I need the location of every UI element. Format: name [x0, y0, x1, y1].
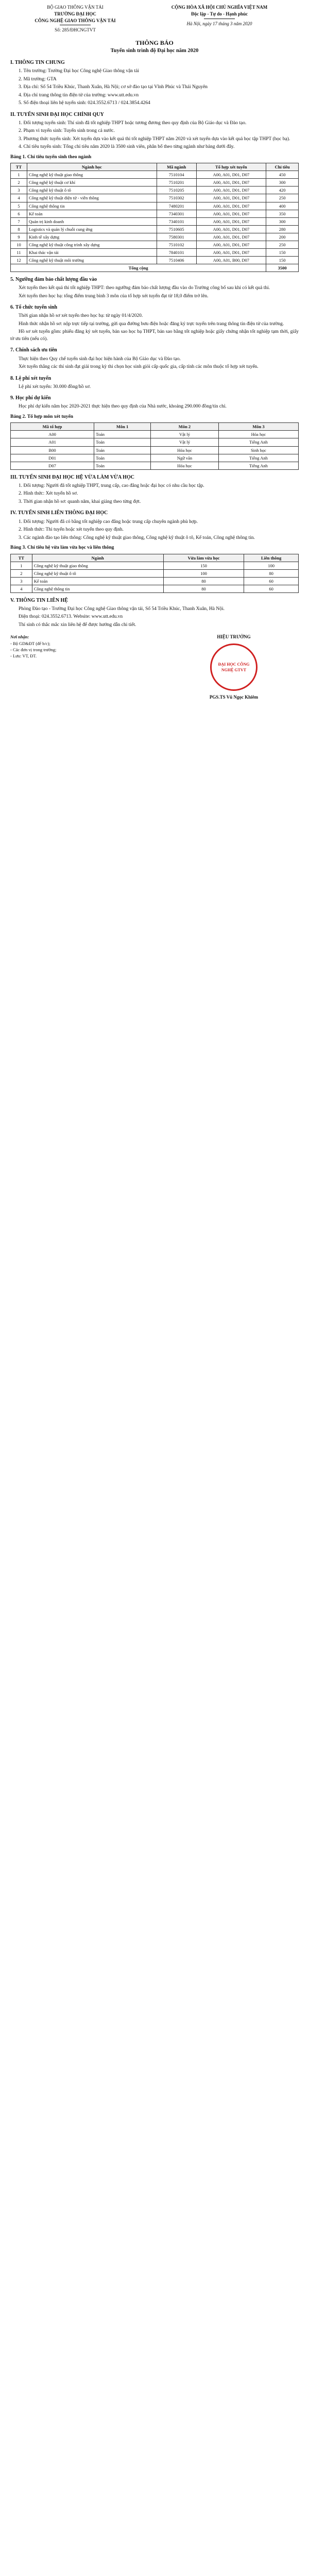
table-cell: Hóa học [151, 462, 219, 469]
table-cell: Kế toán [27, 210, 157, 217]
section-paragraph: 1. Đối tượng: Người đã tốt nghiệp THPT, trung cấp, cao đẳng hoặc đại học có nhu cầu học tập. [19, 483, 204, 488]
table-cell: 5 [11, 202, 27, 210]
table-cell: Công nghệ kỹ thuật công trình xây dựng [27, 241, 157, 248]
recipient-item: - Các đơn vị trong trường; [10, 647, 57, 652]
table-cell: 12 [11, 256, 27, 264]
table-row [11, 179, 299, 187]
table-row [11, 233, 299, 241]
table-cell: Công nghệ kỹ thuật môi trường [27, 256, 157, 264]
section-heading: I. THÔNG TIN CHUNG [10, 60, 65, 65]
column-header: Ngành học [27, 163, 157, 171]
table-cell: 7480201 [157, 202, 196, 210]
table-body [11, 171, 299, 264]
table-cell: Công nghệ kỹ thuật ô tô [27, 187, 157, 194]
signer-block [169, 634, 299, 701]
signer-role: HIỆU TRƯỞNG [217, 634, 251, 640]
table-cell: Toán [94, 438, 151, 446]
section-heading: 6. Tổ chức tuyển sinh [10, 304, 58, 311]
table-cell: A00, A01, D01, D07 [196, 171, 266, 179]
official-stamp-icon [210, 643, 258, 691]
section-paragraph: 1. Đối tượng tuyển sinh: Thí sinh đã tốt nghiệp THPT hoặc tương đương theo quy định của Bộ Giáo dục và Đào tạo. [19, 120, 247, 126]
section-paragraph: Thời gian nhận hồ sơ xét tuyển theo học bạ: từ ngày 01/4/2020. [19, 313, 143, 319]
table-cell: 300 [266, 179, 299, 187]
table-row [11, 217, 299, 225]
school-name-2: CÔNG NGHỆ GIAO THÔNG VẬN TẢI [35, 18, 116, 23]
table-cell: A00, A01, D01, D07 [196, 217, 266, 225]
sections-part-1 [10, 59, 299, 151]
stamp-text: ĐẠI HỌC CÔNG NGHỆ GTVT [218, 662, 250, 673]
table-total-row [11, 264, 299, 272]
section-paragraph: 3. Phương thức tuyển sinh: Xét tuyển dựa vào kết quả thi tốt nghiệp THPT năm 2020 và xét tuyển dựa vào kết quả học tập THPT (học bạ). [19, 136, 290, 142]
table-row [11, 446, 299, 454]
section-paragraph: Xét tuyển theo học bạ: tổng điểm trung bình 3 môn của tổ hợp xét tuyển đạt từ 18,0 điểm trở lên. [19, 293, 209, 299]
section-heading: 8. Lệ phí xét tuyển [10, 375, 52, 381]
table-cell: 60 [244, 577, 299, 585]
title-sub: Tuyển sinh trình độ Đại học năm 2020 [110, 48, 199, 54]
table-cell: 1 [11, 562, 32, 569]
table-cell: A00, A01, D01, D07 [196, 194, 266, 202]
table-cell: 7510201 [157, 179, 196, 187]
table-cell: Công nghệ kỹ thuật giao thông [27, 171, 157, 179]
signature-area [10, 634, 299, 701]
section-heading: 9. Học phí dự kiến [10, 395, 51, 401]
table-row [11, 585, 299, 592]
section-heading: II. TUYỂN SINH ĐẠI HỌC CHÍNH QUY [10, 111, 104, 117]
table-cell: 3 [11, 577, 32, 585]
table-cell: 280 [266, 225, 299, 233]
table-cell: 80 [163, 585, 244, 592]
table-cell: 7510406 [157, 256, 196, 264]
section-paragraph: 4. Địa chỉ trang thông tin điện tử của trường: www.utt.edu.vn [19, 92, 139, 98]
table-cell: 7 [11, 217, 27, 225]
table-cell: Quản trị kinh doanh [27, 217, 157, 225]
table-row [11, 202, 299, 210]
section-paragraph: 2. Hình thức: Xét tuyển hồ sơ. [19, 491, 78, 497]
table-cell: 4 [11, 194, 27, 202]
title-main: THÔNG BÁO [135, 39, 174, 47]
table-cell: 80 [163, 577, 244, 585]
table-row [11, 462, 299, 469]
table-cell: Công nghệ kỹ thuật giao thông [32, 562, 163, 569]
subject-group-table [10, 422, 299, 469]
table-cell: 7510104 [157, 171, 196, 179]
table-cell: 11 [11, 248, 27, 256]
table-cell: 150 [163, 562, 244, 569]
table-row [11, 256, 299, 264]
table-cell: 2 [11, 569, 32, 577]
recipients-block [10, 634, 56, 701]
table-cell: 300 [266, 217, 299, 225]
table-cell: A00, A01, D01, D07 [196, 248, 266, 256]
column-header: Môn 3 [218, 423, 298, 431]
section-paragraph: Học phí dự kiến năm học 2020-2021 thực hiện theo quy định của Nhà nước, khoảng 290.000 đồng/tín chỉ. [19, 404, 227, 410]
column-header: Liên thông [244, 554, 299, 562]
sections-part-4 [10, 597, 299, 629]
section-paragraph: 3. Địa chỉ: Số 54 Triều Khúc, Thanh Xuân, Hà Nội; cơ sở đào tạo tại Vĩnh Phúc và Thái Nguyên [19, 84, 208, 90]
table-cell: 7510302 [157, 194, 196, 202]
total-value: 3500 [266, 264, 299, 272]
table-cell: 80 [244, 569, 299, 577]
section-paragraph: 4. Chỉ tiêu tuyển sinh: Tổng chỉ tiêu năm 2020 là 3500 sinh viên, phân bổ theo từng ngành như bảng dưới đây. [19, 144, 235, 150]
doc-date: Hà Nội, ngày 17 tháng 3 năm 2020 [186, 21, 252, 26]
table-cell: 6 [11, 210, 27, 217]
table-header-row [11, 423, 299, 431]
school-name-1: TRƯỜNG ĐẠI HỌC [54, 11, 96, 16]
section-paragraph: Điện thoại: 024.3552.6713. Website: www.utt.edu.vn [19, 614, 123, 620]
table-cell: 2 [11, 179, 27, 187]
section-paragraph: Lệ phí xét tuyển: 30.000 đồng/hồ sơ. [19, 384, 91, 389]
table-cell: 7510205 [157, 187, 196, 194]
table-cell: Công nghệ thông tin [32, 585, 163, 592]
column-header: Chỉ tiêu [266, 163, 299, 171]
table-cell: Vật lý [151, 431, 219, 438]
table-row [11, 454, 299, 462]
table-cell: 150 [266, 256, 299, 264]
table-cell: Công nghệ kỹ thuật điện tử - viễn thông [27, 194, 157, 202]
recipient-item: - Bộ GD&ĐT (để b/c); [10, 640, 50, 646]
table-row [11, 438, 299, 446]
table3-caption: Bảng 3. Chỉ tiêu hệ vừa làm vừa học và liên thông [10, 545, 114, 551]
table-cell: 7340101 [157, 217, 196, 225]
table-cell: Sinh học [218, 446, 298, 454]
table-cell: 1 [11, 171, 27, 179]
table-cell: 7510102 [157, 241, 196, 248]
section-heading: III. TUYỂN SINH ĐẠI HỌC HỆ VỪA LÀM VỪA HỌC [10, 474, 134, 480]
section-paragraph: Xét tuyển theo kết quả thi tốt nghiệp THPT: theo ngưỡng đảm bảo chất lượng đầu vào do Trường công bố sau khi có kết quả thi. [19, 285, 270, 291]
table-row [11, 194, 299, 202]
column-header: Môn 2 [151, 423, 219, 431]
section-paragraph: Thí sinh có thắc mắc xin liên hệ để được hướng dẫn chi tiết. [19, 622, 136, 628]
table-body [11, 562, 299, 592]
table-cell: 400 [266, 202, 299, 210]
document-header [10, 4, 299, 33]
table-cell: 9 [11, 233, 27, 241]
table-cell: 60 [244, 585, 299, 592]
table-cell: Kế toán [32, 577, 163, 585]
quota-table [10, 163, 299, 272]
table-header-row [11, 163, 299, 171]
table-cell: A00, A01, D01, D07 [196, 233, 266, 241]
table-cell: Toán [94, 446, 151, 454]
section-paragraph: Phòng Đào tạo - Trường Đại học Công nghệ Giao thông vận tải, Số 54 Triều Khúc, Thanh Xuân, Hà Nội. [19, 606, 225, 612]
table-cell: Công nghệ thông tin [27, 202, 157, 210]
table-cell: Hóa học [151, 446, 219, 454]
table-cell: Khai thác vận tải [27, 248, 157, 256]
section-paragraph: Hình thức nhận hồ sơ: nộp trực tiếp tại trường, gửi qua đường bưu điện hoặc đăng ký trực tuyến trên trang thông tin điện tử của trường. [19, 321, 284, 327]
table-row [11, 241, 299, 248]
table-cell: Toán [94, 462, 151, 469]
table-cell: Vật lý [151, 438, 219, 446]
total-label: Tổng cộng [11, 264, 266, 272]
table-cell: Kinh tế xây dựng [27, 233, 157, 241]
sections-part-3 [10, 474, 299, 541]
section-paragraph: 1. Đối tượng: Người đã có bằng tốt nghiệp cao đẳng hoặc trung cấp chuyên ngành phù hợp. [19, 519, 198, 524]
table-cell: A00, A01, B00, D07 [196, 256, 266, 264]
section-paragraph: 3. Các ngành đào tạo liên thông: Công nghệ kỹ thuật giao thông, Công nghệ kỹ thuật ô tô, Kế toán, Công nghệ thông tin. [19, 535, 255, 540]
section-paragraph: 3. Thời gian nhận hồ sơ: quanh năm, khai giảng theo từng đợt. [19, 499, 141, 504]
table-cell: A00, A01, D01, D07 [196, 241, 266, 248]
table-cell: 450 [266, 171, 299, 179]
section-paragraph: 5. Số điện thoại liên hệ tuyển sinh: 024.3552.6713 / 024.3854.4264 [19, 100, 150, 106]
table-cell: Công nghệ kỹ thuật cơ khí [27, 179, 157, 187]
table-cell: Hóa học [218, 431, 298, 438]
table-cell: A00, A01, D01, D07 [196, 202, 266, 210]
table-cell: 350 [266, 210, 299, 217]
table-body [11, 431, 299, 469]
table-cell: A00, A01, D01, D07 [196, 179, 266, 187]
table-cell: Công nghệ kỹ thuật ô tô [32, 569, 163, 577]
table-cell: 420 [266, 187, 299, 194]
table-cell: A00, A01, D01, D07 [196, 225, 266, 233]
doc-number: Số: 285/ĐHCNGTVT [55, 27, 96, 33]
recipient-item: - Lưu: VT, ĐT. [10, 653, 37, 658]
table-cell: 150 [266, 248, 299, 256]
column-header: Vừa làm vừa học [163, 554, 244, 562]
issuer-block [10, 4, 140, 33]
section-paragraph: Xét tuyển thẳng các thí sinh đạt giải trong kỳ thi chọn học sinh giỏi cấp quốc gia, cấp tỉnh các môn thuộc tổ hợp xét tuyển. [19, 364, 259, 370]
section-paragraph: Thực hiện theo Quy chế tuyển sinh đại học hiện hành của Bộ Giáo dục và Đào tạo. [19, 356, 181, 362]
section-paragraph: 2. Mã trường: GTA [19, 76, 57, 82]
table-cell: A00, A01, D01, D07 [196, 210, 266, 217]
table-cell: 3 [11, 187, 27, 194]
table-cell: 100 [244, 562, 299, 569]
table-cell: 200 [266, 233, 299, 241]
table-cell: 8 [11, 225, 27, 233]
table-cell: 250 [266, 194, 299, 202]
table-cell: 4 [11, 585, 32, 592]
table-cell: Tiếng Anh [218, 438, 298, 446]
table-cell: Logistics và quản lý chuỗi cung ứng [27, 225, 157, 233]
table2-caption: Bảng 2. Tổ hợp môn xét tuyển [10, 414, 74, 419]
recipients-list [10, 640, 56, 659]
table-cell: 7840101 [157, 248, 196, 256]
table-cell: 250 [266, 241, 299, 248]
table-row [11, 569, 299, 577]
table-cell: 7510605 [157, 225, 196, 233]
table-row [11, 210, 299, 217]
table-row [11, 577, 299, 585]
table-cell: Tiếng Anh [218, 454, 298, 462]
table-cell: 7340301 [157, 210, 196, 217]
table-cell: 10 [11, 241, 27, 248]
table-row [11, 187, 299, 194]
table-row [11, 225, 299, 233]
section-paragraph: 1. Tên trường: Trường Đại học Công nghệ Giao thông vận tải [19, 69, 139, 74]
section-paragraph: Hồ sơ xét tuyển gồm: phiếu đăng ký xét tuyển, bản sao học bạ THPT, bản sao bằng tốt nghiệp hoặc giấy chứng nhận tốt nghiệp tạm thời, giấy tờ ưu tiên (nếu có). [10, 329, 299, 342]
table-cell: D01 [11, 454, 94, 462]
ministry-name: BỘ GIAO THÔNG VẬN TẢI [47, 5, 104, 10]
column-header: Ngành [32, 554, 163, 562]
recipients-title: Nơi nhận: [10, 634, 29, 640]
section-paragraph: 2. Hình thức: Thi tuyển hoặc xét tuyển theo quy định. [19, 527, 124, 533]
section-heading: V. THÔNG TIN LIÊN HỆ [10, 597, 68, 603]
table-cell: D07 [11, 462, 94, 469]
column-header: TT [11, 163, 27, 171]
national-title: CỘNG HÒA XÃ HỘI CHỦ NGHĨA VIỆT NAM [171, 5, 268, 10]
table-cell: A00, A01, D01, D07 [196, 187, 266, 194]
section-heading: 7. Chính sách ưu tiên [10, 347, 57, 353]
table-header-row [11, 554, 299, 562]
document-title [10, 39, 299, 55]
table-row [11, 562, 299, 569]
table1-caption: Bảng 1. Chỉ tiêu tuyển sinh theo ngành [10, 154, 92, 160]
column-header: Mã tổ hợp [11, 423, 94, 431]
table-row [11, 431, 299, 438]
table-cell: A01 [11, 438, 94, 446]
table-row [11, 248, 299, 256]
table-cell: A00 [11, 431, 94, 438]
table-cell: 7580301 [157, 233, 196, 241]
table-cell: Ngữ văn [151, 454, 219, 462]
table-row [11, 171, 299, 179]
table-cell: Toán [94, 431, 151, 438]
signer-name: PGS.TS Vũ Ngọc Khiêm [209, 694, 259, 700]
parttime-quota-table [10, 554, 299, 593]
section-heading: 5. Ngưỡng đảm bảo chất lượng đầu vào [10, 277, 97, 283]
column-header: Mã ngành [157, 163, 196, 171]
table-cell: Toán [94, 454, 151, 462]
column-header: Môn 1 [94, 423, 151, 431]
sections-part-2 [10, 276, 299, 411]
national-block [140, 4, 299, 33]
section-heading: IV. TUYỂN SINH LIÊN THÔNG ĐẠI HỌC [10, 510, 108, 516]
table-cell: B00 [11, 446, 94, 454]
column-header: TT [11, 554, 32, 562]
column-header: Tổ hợp xét tuyển [196, 163, 266, 171]
national-motto: Độc lập - Tự do - Hạnh phúc [191, 11, 248, 16]
table-cell: 100 [163, 569, 244, 577]
section-paragraph: 2. Phạm vi tuyển sinh: Tuyển sinh trong cả nước. [19, 128, 115, 134]
table-cell: Tiếng Anh [218, 462, 298, 469]
